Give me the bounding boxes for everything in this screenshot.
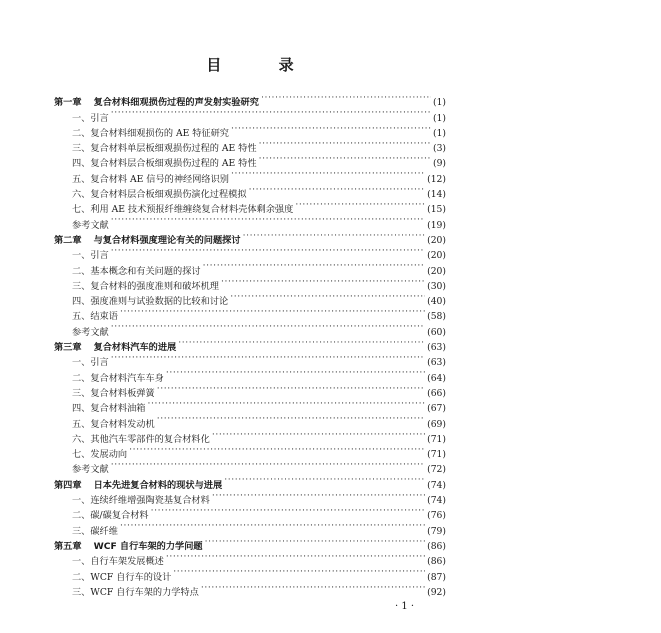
entry-title: 参考文献 [72,219,109,231]
dot-leader [111,319,425,334]
entry-title: 四、强度准则与试验数据的比较和讨论 [72,296,229,308]
dot-leader [111,243,425,258]
dot-leader [111,105,431,120]
dot-leader [129,442,425,457]
entry-title: 七、发展动向 [72,449,128,461]
entry-page-number: (72) [427,464,446,476]
dot-leader [151,503,426,518]
entry-page-number: (71) [427,449,446,461]
entry-page-number: (67) [427,403,446,415]
entry-page-number: (14) [427,189,446,201]
entry-page-number: (69) [427,418,446,430]
dot-leader [212,427,425,442]
dot-leader [201,580,425,595]
dot-leader [157,381,425,396]
entry-page-number: (1) [432,127,446,139]
dot-leader [203,258,426,273]
entry-page-number: (63) [427,357,446,369]
toc-section-entry[interactable] [54,457,446,476]
entry-title: 四、复合材料层合板细观损伤过程的 AE 特性 [72,158,257,170]
toc-section-entry[interactable] [54,105,446,124]
dot-leader [111,457,425,472]
entry-title: 三、WCF 自行车架的力学特点 [72,586,199,598]
dot-leader [243,228,426,243]
entry-page-number: (86) [427,540,446,552]
toc-section-entry[interactable] [54,319,446,338]
dot-leader [120,518,425,533]
dot-leader [295,197,425,212]
entry-title: 复合材料汽车的进展 [93,342,177,354]
entry-title: 二、复合材料汽车车身 [72,372,164,384]
entry-title: 参考文献 [72,326,109,338]
entry-page-number: (3) [432,143,446,155]
entry-page-number: (86) [427,556,446,568]
dot-leader [178,335,425,350]
entry-title: 三、碳纤维 [72,525,118,537]
dot-leader [231,166,425,181]
entry-title: 一、引言 [72,112,109,124]
chapter-number: 第四章 [54,479,82,491]
page-number: · 1 · [395,601,415,612]
toc-section-entry[interactable] [54,121,446,139]
entry-title: 五、结束语 [72,311,118,323]
entry-title: 与复合材料强度理论有关的问题探讨 [93,234,241,246]
toc-section-entry[interactable] [54,258,446,277]
entry-page-number: (79) [427,525,446,537]
entry-title: 二、基本概念和有关问题的探讨 [72,265,201,277]
entry-page-number: (66) [427,387,446,399]
dot-leader [231,121,431,136]
entry-title: 三、复合材料板弹簧 [72,387,155,399]
entry-page-number: (63) [427,342,446,354]
entry-title: 二、碳/碳复合材料 [72,510,149,522]
entry-title: 三、复合材料单层板细观损伤过程的 AE 特性 [72,143,257,155]
dot-leader [148,396,426,411]
entry-page-number: (60) [427,326,446,338]
entry-page-number: (74) [427,479,446,491]
entry-title: 日本先进复合材料的现状与进展 [93,479,223,491]
entry-page-number: (30) [427,280,446,292]
entry-page-number: (87) [427,571,446,583]
table-of-contents [54,90,446,598]
chapter-number: 第五章 [54,540,82,552]
entry-page-number: (1) [432,112,446,124]
entry-title: 六、其他汽车零部件的复合材料化 [72,433,210,445]
entry-page-number: (71) [427,433,446,445]
dot-leader [111,212,425,227]
entry-title: 三、复合材料的强度准则和破坏机理 [72,280,219,292]
dot-leader [173,564,425,579]
toc-section-entry[interactable] [54,243,446,262]
entry-page-number: (19) [427,219,446,231]
entry-title: 一、引言 [72,357,109,369]
chapter-number: 第一章 [54,97,82,109]
entry-page-number: (74) [427,495,446,507]
entry-page-number: (40) [427,296,446,308]
dot-leader [157,411,425,426]
entry-title: 四、复合材料油箱 [72,403,146,415]
dot-leader [259,136,431,151]
entry-title: 五、复合材料 AE 信号的神经网络识别 [72,173,229,185]
entry-page-number: (20) [427,250,446,262]
toc-section-entry[interactable] [54,365,446,384]
dot-leader [221,274,425,289]
entry-page-number: (76) [427,510,446,522]
entry-page-number: (1) [432,97,446,109]
dot-leader [224,472,425,487]
dot-leader [261,90,431,105]
dot-leader [120,304,425,319]
dot-leader [259,151,431,166]
page-title: 目 录 [206,56,320,74]
entry-title: 二、WCF 自行车的设计 [72,571,172,583]
dot-leader [230,289,425,304]
dot-leader [212,488,425,503]
entry-title: 复合材料细观损伤过程的声发射实验研究 [93,97,259,109]
entry-title: 参考文献 [72,464,109,476]
entry-title: 一、连续纤维增强陶瓷基复合材料 [72,495,210,507]
toc-chapter-entry[interactable] [54,228,446,246]
dot-leader [166,549,425,564]
entry-title: 一、自行车架发展概述 [72,556,164,568]
entry-title: 六、复合材料层合板细观损伤演化过程模拟 [72,189,247,201]
toc-chapter-entry[interactable] [54,90,446,109]
chapter-number: 第三章 [54,342,82,354]
toc-section-entry[interactable] [54,350,446,369]
entry-title: WCF 自行车架的力学问题 [93,540,203,552]
entry-title: 五、复合材料发动机 [72,418,155,430]
toc-section-entry[interactable] [54,212,446,231]
toc-chapter-entry[interactable] [54,335,446,354]
entry-page-number: (58) [427,311,446,323]
entry-page-number: (20) [427,265,446,277]
dot-leader [166,365,425,380]
chapter-number: 第二章 [54,234,82,246]
entry-page-number: (9) [432,158,446,170]
dot-leader [205,534,426,549]
entry-page-number: (92) [427,586,446,598]
entry-page-number: (64) [427,372,446,384]
dot-leader [111,350,425,365]
entry-page-number: (12) [427,173,446,185]
entry-title: 二、复合材料细观损伤的 AE 特征研究 [72,127,229,139]
entry-page-number: (20) [427,234,446,246]
toc-chapter-entry[interactable] [54,472,446,491]
entry-title: 一、引言 [72,250,109,262]
entry-title: 七、利用 AE 技术预报纤维缠绕复合材料壳体剩余强度 [72,204,294,216]
dot-leader [249,182,426,197]
entry-page-number: (15) [427,204,446,216]
